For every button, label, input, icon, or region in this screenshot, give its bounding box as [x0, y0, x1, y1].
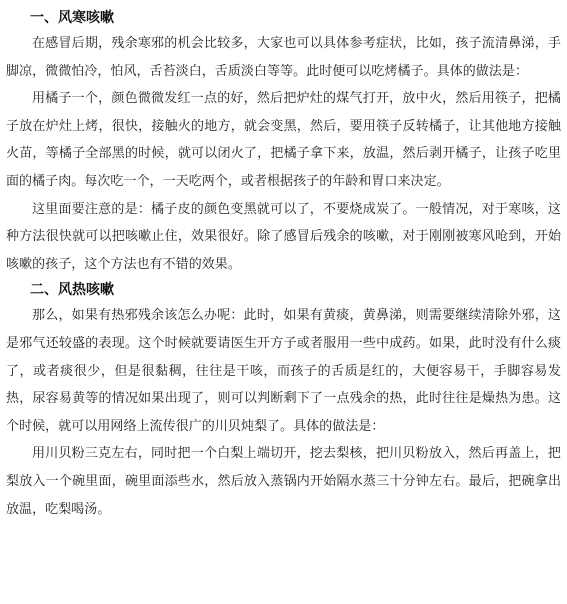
section-heading-wind-heat: 二、风热咳嗽	[30, 282, 114, 299]
paragraph-wind-cold-method: 用橘子一个，颜色微微发红一点的好，然后把炉灶的煤气打开，放中火，然后用筷子，把橘子放在炉灶上烤，很快，接触火的地方，就会变黑，然后，要用筷子反转橘子，让其他地方接触火苗，等橘子全部黑的时候，就可以闭火了，把橘子拿下来，放温，然后剥开橘子，让孩子吃里面的橘子肉。每次吃一个，一天吃两个，或者根据孩子的年龄和胃口来决定。	[6, 91, 561, 189]
paragraph-wind-heat-method: 用川贝粉三克左右，同时把一个白梨上端切开，挖去梨核，把川贝粉放入，然后再盖上，把梨放入一个碗里面，碗里面添些水，然后放入蒸锅内开始隔水蒸三十分钟左右。最后，把碗拿出放温，吃梨喝汤。	[6, 446, 561, 517]
section-heading-wind-cold: 一、风寒咳嗽	[30, 10, 114, 26]
paragraph-wind-cold-notes: 这里面要注意的是：橘子皮的颜色变黑就可以了，不要烧成炭了。一般情况，对于寒咳，这种方法很快就可以把咳嗽止住，效果很好。除了感冒后残余的咳嗽，对于刚刚被寒风呛到，开始咳嗽的孩子，这个方法也有不错的效果。	[6, 201, 561, 272]
paragraph-wind-cold-intro: 在感冒后期，残余寒邪的机会比较多，大家也可以具体参考症状，比如，孩子流清鼻涕，手脚凉，微微怕冷，怕风，舌苔淡白，舌质淡白等等。此时便可以吃烤橘子。具体的做法是：	[6, 36, 561, 79]
paragraph-wind-heat-intro: 那么，如果有热邪残余该怎么办呢：此时，如果有黄痰，黄鼻涕，则需要继续清除外邪，这是邪气还较盛的表现。这个时候就要请医生开方子或者服用一些中成药。如果，此时没有什么痰了，或者痰很少，但是很黏稠，往往是干咳，而孩子的舌质是红的，大便容易干，手脚容易发热，尿容易黄等的情况如果出现了，则可以判断剩下了一点残余的热，此时往往是燥热为患。这个时候，就可以用网络上流传很广的川贝炖梨了。具体的做法是：	[6, 308, 561, 434]
